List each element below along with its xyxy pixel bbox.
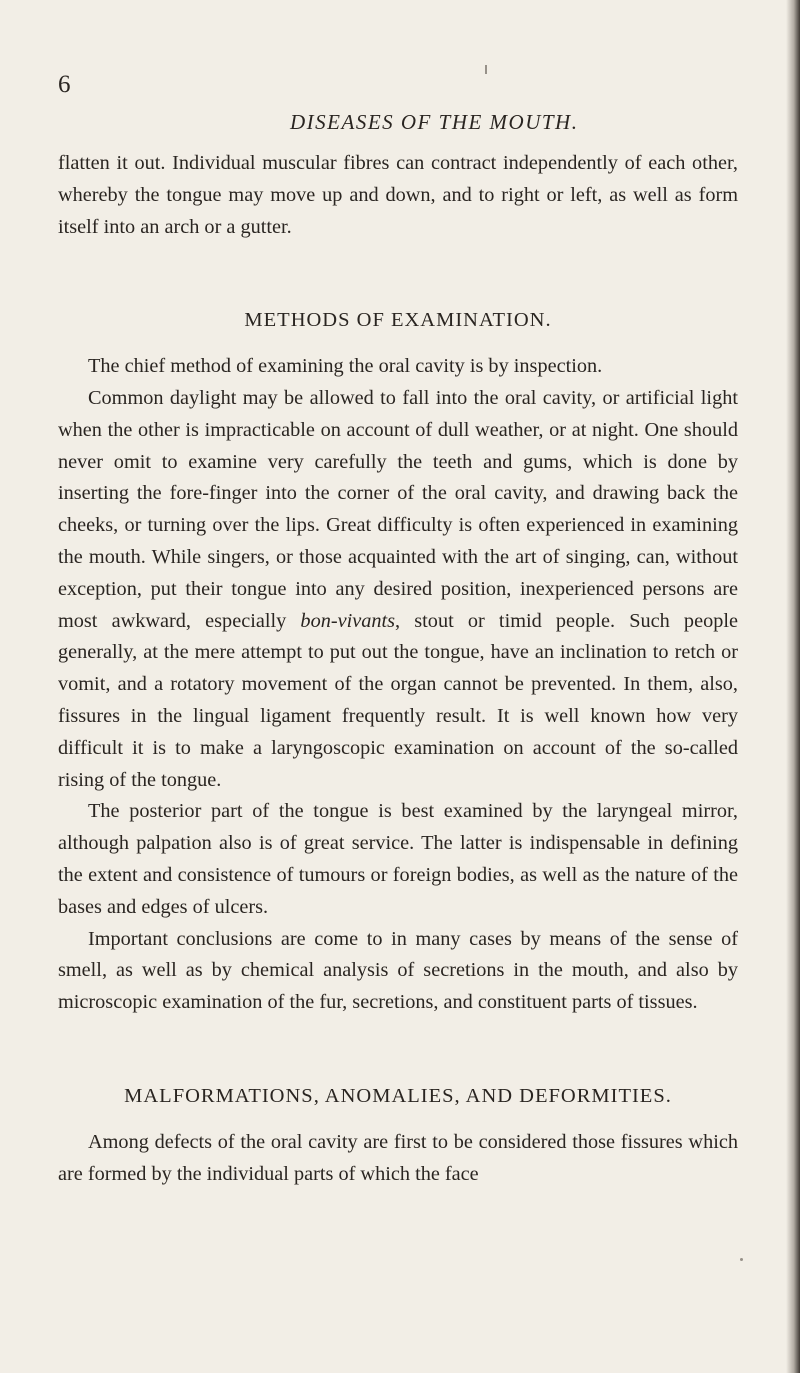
section-heading-malformations: MALFORMATIONS, ANOMALIES, AND DEFORMITIES. — [124, 1084, 672, 1107]
running-head: DISEASES OF THE MOUTH. — [290, 110, 579, 134]
paragraph: The chief method of examining the oral cavity is by inspection. — [88, 355, 603, 378]
print-speck — [740, 1258, 743, 1261]
print-speck — [485, 65, 487, 74]
opening-paragraph: flatten it out. Individual muscular fibres can contract independently of each other, whereby the tongue may move up and down, and to right or left, as well as form itself into an arch or a gutter. — [58, 152, 738, 238]
page-edge-shadow — [786, 0, 800, 1373]
paragraph-text: , stout or timid people. Such people generally, at the mere attempt to put out the tongue, have an inclination to retch or vomit, and a rotatory movement of the organ cannot be prevented. In them, also, fissures in the lingual ligament frequently result. It is well known how very difficult it is to make a laryngoscopic examination on account of the so-called rising of the tongue. — [58, 609, 738, 791]
italic-term: bon-vivants — [300, 609, 396, 632]
page-number: 6 — [58, 71, 71, 98]
paragraph-text: Common daylight may be allowed to fall into the oral cavity, or artificial light when the other is impracticable on account of dull weather, or at night. One should never omit to examine very carefully the teeth and gums, which is done by inserting the fore-finger into the corner of the oral cavity, and drawing back the cheeks, or turning over the lips. Great difficulty is often experienced in examining the mouth. While singers, or those acquainted with the art of singing, can, without exception, put their tongue into any desired position, inexperienced persons are most awkward, especially — [58, 386, 738, 632]
paragraph: Among defects of the oral cavity are first to be considered those fissures which are formed by the individual parts of which the face — [58, 1130, 738, 1185]
section-heading-methods: METHODS OF EXAMINATION. — [244, 309, 552, 332]
paragraph: Important conclusions are come to in many cases by means of the sense of smell, as well as by chemical analysis of secretions in the mouth, and also by microscopic examination of the fur, secretions, and constituent parts of tissues. — [58, 927, 738, 1014]
body-text — [58, 148, 738, 1190]
paragraph: The posterior part of the tongue is best examined by the laryngeal mirror, although palpation also is of great service. The latter is indispensable in defining the extent and consistence of tumours or foreign bodies, as well as the nature of the bases and edges of ulcers. — [58, 800, 738, 918]
paragraph — [58, 383, 738, 796]
